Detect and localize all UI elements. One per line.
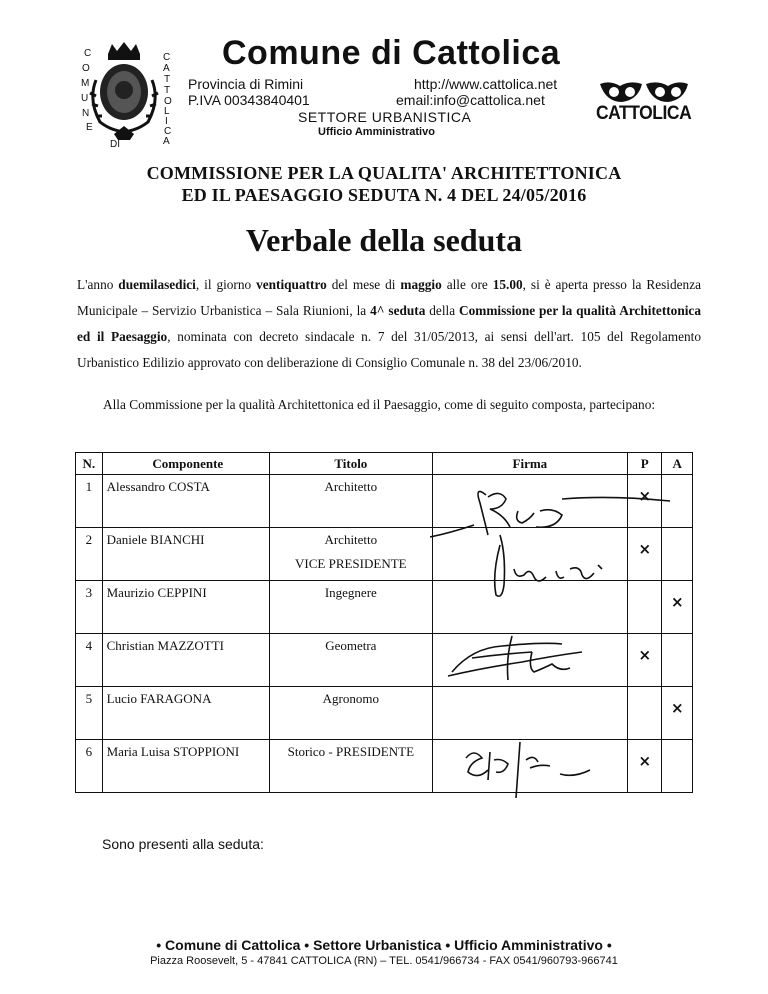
col-header-titolo: Titolo — [270, 453, 433, 475]
seal-letter: M — [81, 78, 90, 89]
signature-cell — [432, 528, 627, 581]
seal-letter: E — [86, 122, 93, 133]
row-number: 5 — [76, 687, 103, 740]
member-name: Alessandro COSTA — [102, 475, 269, 528]
member-name: Daniele BIANCHI — [102, 528, 269, 581]
footer-line2: Piazza Roosevelt, 5 - 47841 CATTOLICA (RN) – TEL. 0541/966734 - FAX 0541/960793-966741 — [150, 955, 618, 967]
table-row — [76, 528, 693, 581]
member-title: Agronomo — [270, 687, 433, 740]
present-mark: × — [628, 475, 662, 528]
row-number: 1 — [76, 475, 103, 528]
commission-title-line2: ED IL PAESAGGIO SEDUTA N. 4 DEL 24/05/2016 — [181, 185, 587, 205]
member-title: Ingegnere — [270, 581, 433, 634]
col-header-firma: Firma — [432, 453, 627, 475]
col-header-componente: Componente — [102, 453, 269, 475]
settore: SETTORE URBANISTICA — [298, 109, 472, 125]
absent-mark — [662, 475, 693, 528]
table-row — [76, 475, 693, 528]
present-mark: × — [628, 740, 662, 793]
table-row — [76, 581, 693, 634]
seal-letter: N — [82, 108, 90, 119]
participants-paragraph: Alla Commissione per la qualità Architettonica ed il Paesaggio, come di seguito composta, partecipano: — [103, 397, 656, 412]
municipality-title: Comune di Cattolica — [222, 34, 561, 72]
signature-cell — [432, 740, 627, 793]
seal-letter: C — [84, 48, 92, 59]
col-header-p: P — [628, 453, 662, 475]
row-number: 4 — [76, 634, 103, 687]
absent-mark — [662, 740, 693, 793]
provincia: Provincia di Rimini — [188, 76, 304, 92]
seal-letter: I — [165, 116, 168, 127]
table-header-row — [76, 453, 693, 475]
member-title: Geometra — [270, 634, 433, 687]
present-mark — [628, 687, 662, 740]
intro-paragraph: L'anno duemilasedici, il giorno ventiquattro del mese di maggio alle ore 15.00, si è aperta presso la Residenza Municipale – Servizio Urbanistica – Sala Riunioni, la 4^ seduta della Commissione per la qualità Architettonica ed il Paesaggio, nominata con decreto sindacale n. 7 del 31/05/2013, ai sensi dell'art. 105 del Regolamento Urbanistico Edilizio approvato con deliberazione di Consiglio Comunale n. 38 del 23/06/2010. — [77, 277, 701, 370]
col-header-n: N. — [76, 453, 103, 475]
municipal-seal — [78, 40, 170, 150]
signature-cell — [432, 581, 627, 634]
member-title: Storico - PRESIDENTE — [270, 740, 433, 793]
members-table — [75, 452, 693, 793]
seal-letter: DI — [110, 139, 120, 150]
member-name: Christian MAZZOTTI — [102, 634, 269, 687]
seal-letter: U — [81, 93, 89, 104]
row-number: 2 — [76, 528, 103, 581]
member-title: Architetto — [270, 475, 433, 528]
row-number: 3 — [76, 581, 103, 634]
seal-letter: C — [163, 52, 171, 63]
member-name: Maurizio CEPPINI — [102, 581, 269, 634]
present-mark: × — [628, 634, 662, 687]
seal-letter: C — [164, 126, 172, 137]
row-number: 6 — [76, 740, 103, 793]
absent-mark — [662, 634, 693, 687]
signature-cell — [432, 634, 627, 687]
member-name: Lucio FARAGONA — [102, 687, 269, 740]
absent-mark: × — [662, 581, 693, 634]
present-mark: × — [628, 528, 662, 581]
table-row — [76, 634, 693, 687]
website-link[interactable]: http://www.cattolica.net — [414, 76, 558, 92]
seal-letter: A — [163, 136, 170, 147]
seal-letter: T — [164, 74, 171, 85]
piva: P.IVA 00343840401 — [188, 92, 310, 108]
present-label: Sono presenti alla seduta: — [102, 836, 264, 852]
signature-cell — [432, 687, 627, 740]
absent-mark — [662, 528, 693, 581]
commission-title-line1: COMMISSIONE PER LA QUALITA' ARCHITETTONICA — [146, 163, 622, 183]
col-header-a: A — [662, 453, 693, 475]
page-heading: Verbale della seduta — [245, 222, 523, 258]
seal-letter: L — [164, 106, 170, 117]
member-title: Architetto VICE PRESIDENTE — [270, 528, 433, 581]
seal-letter: O — [82, 63, 90, 74]
table-row — [76, 740, 693, 793]
table-row — [76, 687, 693, 740]
email-link[interactable]: email:info@cattolica.net — [396, 92, 545, 108]
seal-letter: O — [164, 96, 172, 107]
present-mark — [628, 581, 662, 634]
signature-cell — [432, 475, 627, 528]
ufficio: Ufficio Amministrativo — [318, 126, 435, 138]
absent-mark: × — [662, 687, 693, 740]
footer-line1: • Comune di Cattolica • Settore Urbanistica • Ufficio Amministrativo • — [156, 937, 612, 953]
seal-letter: A — [163, 63, 170, 74]
logo-text: CATTOLICA — [596, 103, 692, 124]
member-name: Maria Luisa STOPPIONI — [102, 740, 269, 793]
seal-letter: T — [164, 85, 171, 96]
